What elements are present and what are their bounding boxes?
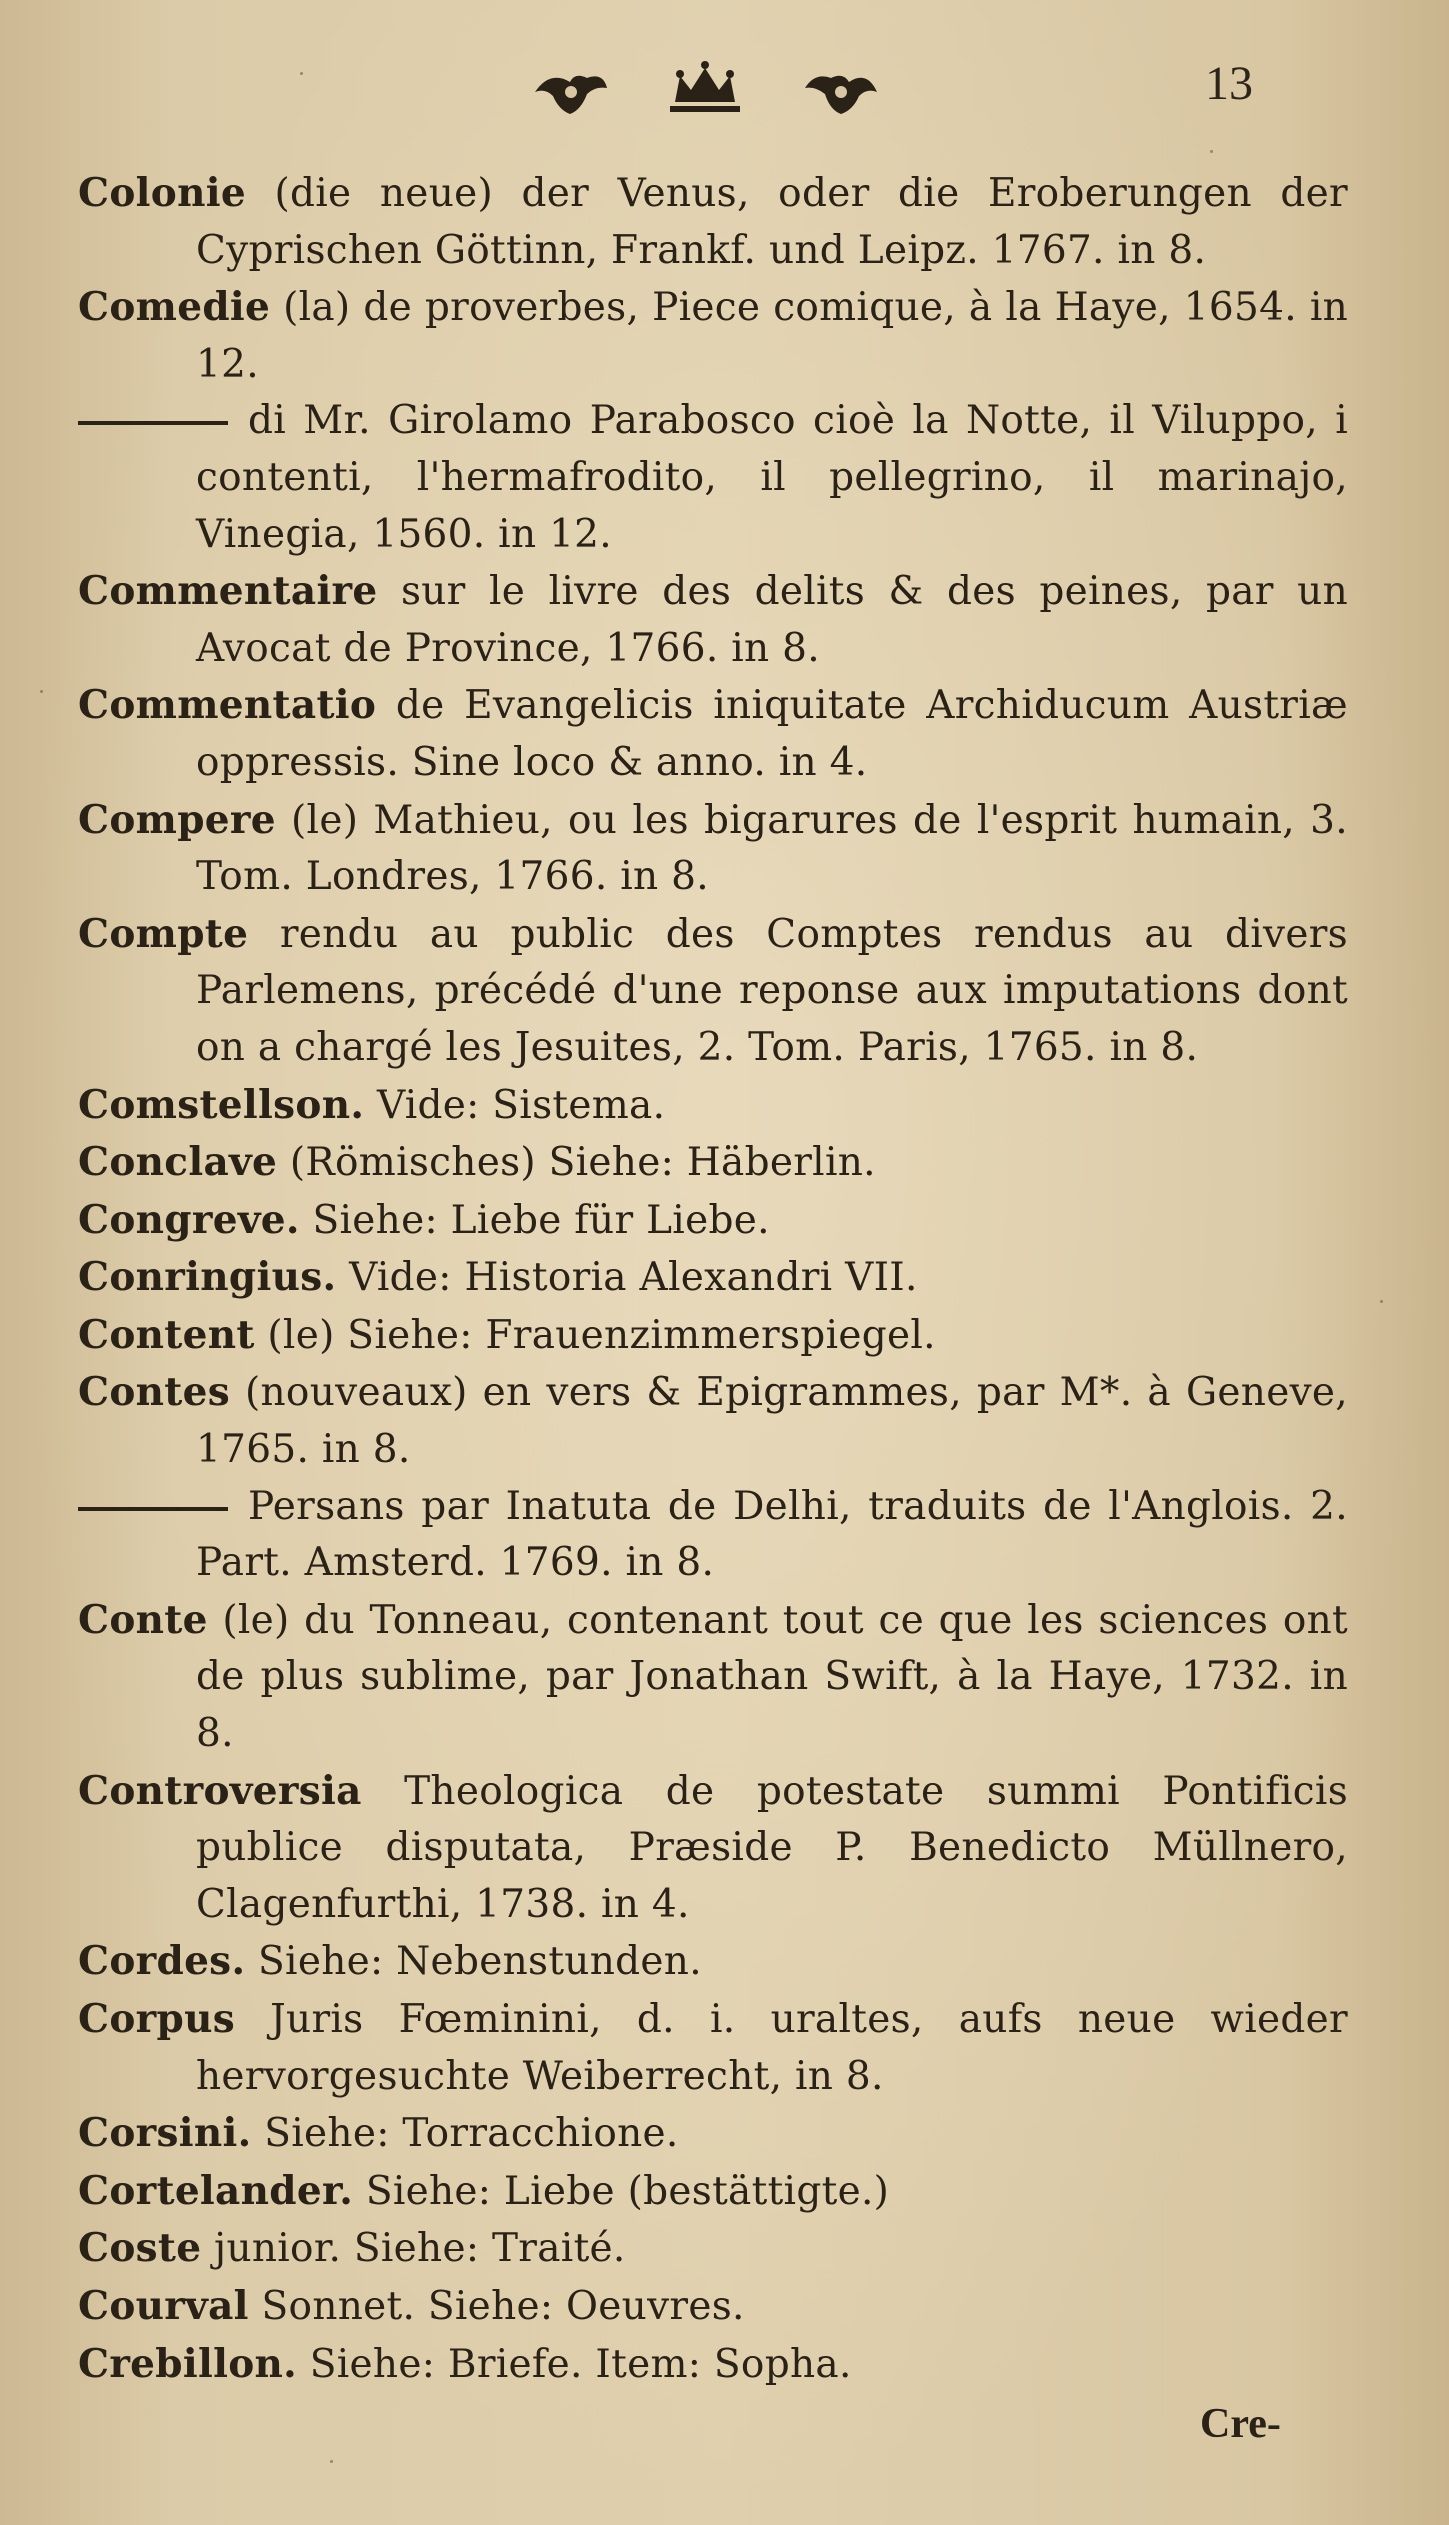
- index-entry: [78, 2336, 1348, 2394]
- entry-heading: Conringius.: [78, 1254, 337, 1301]
- index-entry: [78, 1933, 1348, 1991]
- entry-text: Sonnet. Siehe: Oeuvres.: [261, 2283, 745, 2329]
- index-entry: [78, 1077, 1348, 1135]
- entry-heading: Contes: [78, 1369, 230, 1416]
- entry-heading: Congreve.: [78, 1196, 300, 1243]
- crown-ornament-icon: [515, 52, 895, 132]
- index-entry: [78, 165, 1348, 279]
- entry-text: junior. Siehe: Traité.: [214, 2226, 626, 2272]
- index-entry: [78, 279, 1348, 393]
- ditto-dash: [78, 1507, 228, 1511]
- entry-heading: Compere: [78, 796, 276, 843]
- entry-heading: Commentatio: [78, 682, 377, 729]
- catchword: Cre-: [1200, 2401, 1281, 2447]
- entry-text: (le) du Tonneau, contenant tout ce que les sciences ont de plus sublime, par Jonathan Swift, à la Haye, 1732. in 8.: [196, 1597, 1348, 1757]
- paper-speck: [1210, 150, 1213, 153]
- index-entry: [78, 1307, 1348, 1365]
- index-entry: [78, 1192, 1348, 1250]
- entry-heading: Crebillon.: [78, 2340, 298, 2387]
- entry-text: Theologica de potestate summi Pontificis publice disputata, Præside P. Benedicto Müllnero, Clagenfurthi, 1738. in 4.: [196, 1768, 1349, 1927]
- entry-text: rendu au public des Comptes rendus au divers Parlemens, précédé d'une reponse aux imputations dont on a chargé les Jesuites, 2. Tom. Paris, 1765. in 8.: [196, 911, 1349, 1070]
- entry-text: (le) Mathieu, ou les bigarures de l'esprit humain, 3. Tom. Londres, 1766. in 8.: [196, 797, 1348, 900]
- index-entry: [78, 677, 1348, 791]
- entry-heading: Content: [78, 1311, 255, 1358]
- index-entry: [78, 906, 1348, 1077]
- paper-speck: [40, 690, 43, 693]
- page-header: [0, 52, 1449, 132]
- entry-heading: Colonie: [78, 170, 246, 216]
- entry-text: Juris Fœminini, d. i. uraltes, aufs neue wieder hervorgesuchte Weiberrecht, in 8.: [196, 1997, 1348, 2099]
- paper-speck: [300, 72, 303, 75]
- index-entry: [78, 1991, 1348, 2105]
- entry-text: Vide: Sistema.: [376, 1082, 666, 1128]
- index-entry: [78, 1763, 1348, 1934]
- entry-heading: Controversia: [78, 1767, 362, 1814]
- entry-text: Siehe: Liebe (bestättigte.): [365, 2168, 890, 2214]
- index-entry: [78, 1134, 1348, 1192]
- index-entry: [78, 1249, 1348, 1307]
- index-entry: [78, 393, 1348, 563]
- entry-text: Siehe: Nebenstunden.: [258, 1939, 702, 1985]
- entry-heading: Corsini.: [78, 2110, 252, 2157]
- entry-heading: Cordes.: [78, 1938, 246, 1985]
- entry-text: Persans par Inatuta de Delhi, traduits de l'Anglois. 2. Part. Amsterd. 1769. in 8.: [196, 1483, 1348, 1586]
- entry-text: Vide: Historia Alexandri VII.: [349, 1255, 918, 1301]
- index-entry: [78, 2163, 1348, 2221]
- page-number: 13: [1205, 57, 1253, 110]
- entry-heading: Comedie: [78, 284, 271, 331]
- index-entry: [78, 2105, 1348, 2163]
- index-entry: [78, 1479, 1348, 1592]
- entry-heading: Comstellson.: [78, 1081, 365, 1128]
- entry-heading: Compte: [78, 910, 249, 957]
- index-entry: [78, 2278, 1348, 2336]
- entry-heading: Conclave: [78, 1139, 278, 1186]
- entry-text: Siehe: Liebe für Liebe.: [312, 1197, 770, 1243]
- entry-text: (la) de proverbes, Piece comique, à la Haye, 1654. in 12.: [196, 285, 1349, 387]
- entry-text: sur le livre des delits & des peines, par un Avocat de Province, 1766. in 8.: [196, 569, 1348, 671]
- entry-text: (le) Siehe: Frauenzimmerspiegel.: [267, 1312, 936, 1358]
- entry-text: di Mr. Girolamo Parabosco cioè la Notte, il Viluppo, i contenti, l'hermafrodito, il pellegrino, il marinajo, Vinegia, 1560. in 12.: [196, 398, 1348, 557]
- index-entry: [78, 563, 1348, 677]
- index-entry: [78, 1364, 1348, 1478]
- ditto-dash: [78, 421, 228, 425]
- entry-text: (nouveaux) en vers & Epigrammes, par M*. à Geneve, 1765. in 8.: [196, 1370, 1348, 1473]
- entry-text: Siehe: Torracchione.: [264, 2111, 679, 2157]
- index-entries: [78, 165, 1348, 2393]
- entry-heading: Coste: [78, 2225, 202, 2272]
- entry-heading: Conte: [78, 1596, 208, 1643]
- entry-text: (Römisches) Siehe: Häberlin.: [289, 1140, 876, 1186]
- entry-text: Siehe: Briefe. Item: Sopha.: [309, 2341, 852, 2387]
- paper-speck: [330, 2460, 333, 2463]
- entry-heading: Commentaire: [78, 568, 378, 615]
- index-entry: [78, 792, 1348, 906]
- entry-text: de Evangelicis iniquitate Archiducum Austriæ oppressis. Sine loco & anno. in 4.: [196, 683, 1348, 785]
- index-entry: [78, 2220, 1348, 2278]
- entry-heading: Courval: [78, 2282, 249, 2329]
- entry-heading: Corpus: [78, 1996, 235, 2042]
- entry-text: (die neue) der Venus, oder die Eroberungen der Cyprischen Göttinn, Frankf. und Leipz. 1767. in 8.: [196, 171, 1348, 273]
- paper-speck: [1380, 1300, 1383, 1303]
- index-entry: [78, 1592, 1348, 1763]
- entry-heading: Cortelander.: [78, 2167, 354, 2214]
